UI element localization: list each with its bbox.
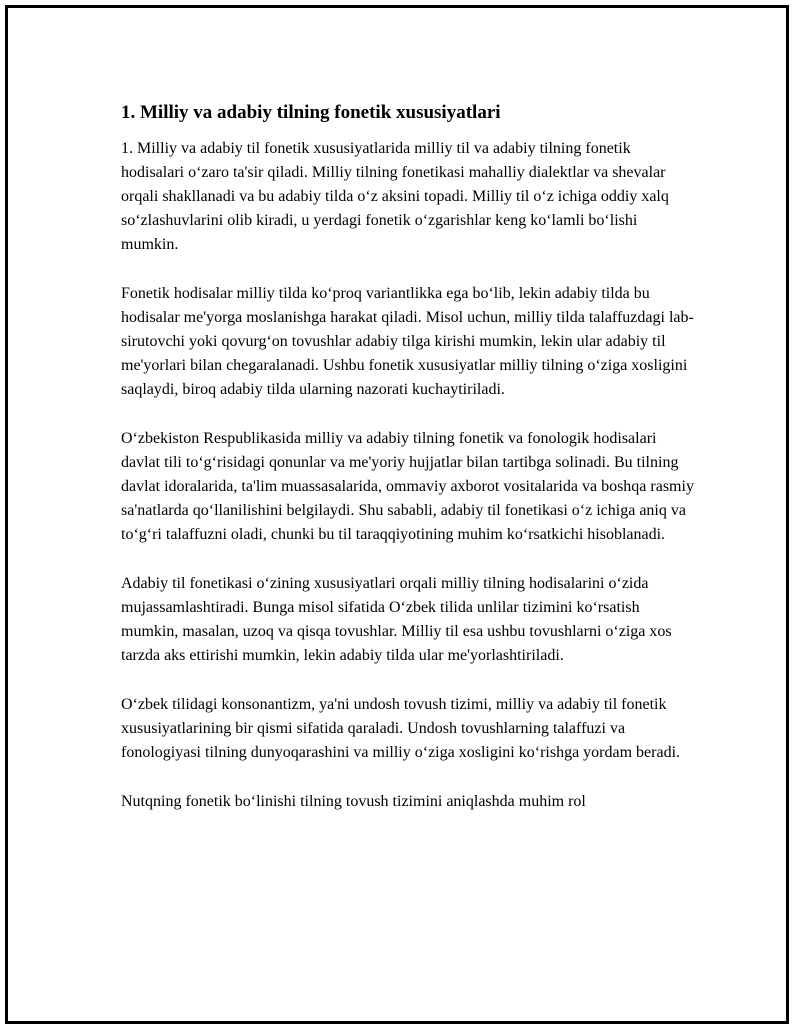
document-title: 1. Milliy va adabiy tilning fonetik xususiyatlari xyxy=(121,102,501,123)
paragraph-1: 1. Milliy va adabiy til fonetik xususiyatlarida milliy til va adabiy tilning fonetik hodisalari o‘zaro ta'sir qiladi. Milliy tilning fonetikasi mahalliy dialektlar va shevalar orqali shakllanadi va bu adabiy tilda o‘z aksini topadi. Milliy til o‘z ichiga oddiy xalq so‘zlashuvlarini olib kiradi, u yerdagi fonetik o‘zgarishlar keng ko‘lamli bo‘lishi mumkin. xyxy=(121,140,669,253)
paragraph-2: Fonetik hodisalar milliy tilda ko‘proq variantlikka ega bo‘lib, lekin adabiy tilda bu hodisalar me'yorga moslanishga harakat qiladi. Misol uchun, milliy tilda talaffuzdagi lab-sirutovchi yoki qovurg‘on tovushlar adabiy tilga kirishi mumkin, lekin ular adabiy til me'yorlari bilan chegaralanadi. Ushbu fonetik xususiyatlar milliy tilning o‘ziga xosligini saqlaydi, biroq adabiy tilda ularning nazorati kuchaytiriladi. xyxy=(121,285,694,398)
paragraph-6: Nutqning fonetik bo‘linishi tilning tovush tizimini aniqlashda muhim rol xyxy=(121,793,586,810)
paragraph-5: O‘zbek tilidagi konsonantizm, ya'ni undosh tovush tizimi, milliy va adabiy til fonetik xususiyatlarining bir qismi sifatida qaraladi. Undosh tovushlarning talaffuzi va fonologiyasi tilning dunyoqarashini va milliy o‘ziga xosligini ko‘rishga yordam beradi. xyxy=(121,696,681,761)
document-body xyxy=(121,101,696,839)
paragraph-4: Adabiy til fonetikasi o‘zining xususiyatlari orqali milliy tilning hodisalarini o‘zida mujassamlashtiradi. Bunga misol sifatida O‘zbek tilida unlilar tizimini ko‘rsatish mumkin, masalan, uzoq va qisqa tovushlar. Milliy til esa ushbu tovushlarni o‘ziga xos tarzda aks ettirishi mumkin, lekin adabiy tilda ular me'yorlashtiriladi. xyxy=(121,575,672,664)
paragraph-3: O‘zbekiston Respublikasida milliy va adabiy tilning fonetik va fonologik hodisalari davlat tili to‘g‘risidagi qonunlar va me'yoriy hujjatlar bilan tartibga solinadi. Bu tilning davlat idoralarida, ta'lim muassasalarida, ommaviy axborot vositalarida va boshqa rasmiy sa'natlarda qo‘llanilishini belgilaydi. Shu sababli, adabiy til fonetikasi o‘z ichiga aniq va to‘g‘ri talaffuzni oladi, chunki bu til taraqqiyotining muhim ko‘rsatkichi hisoblanadi. xyxy=(121,430,694,543)
page-frame xyxy=(5,5,789,1024)
